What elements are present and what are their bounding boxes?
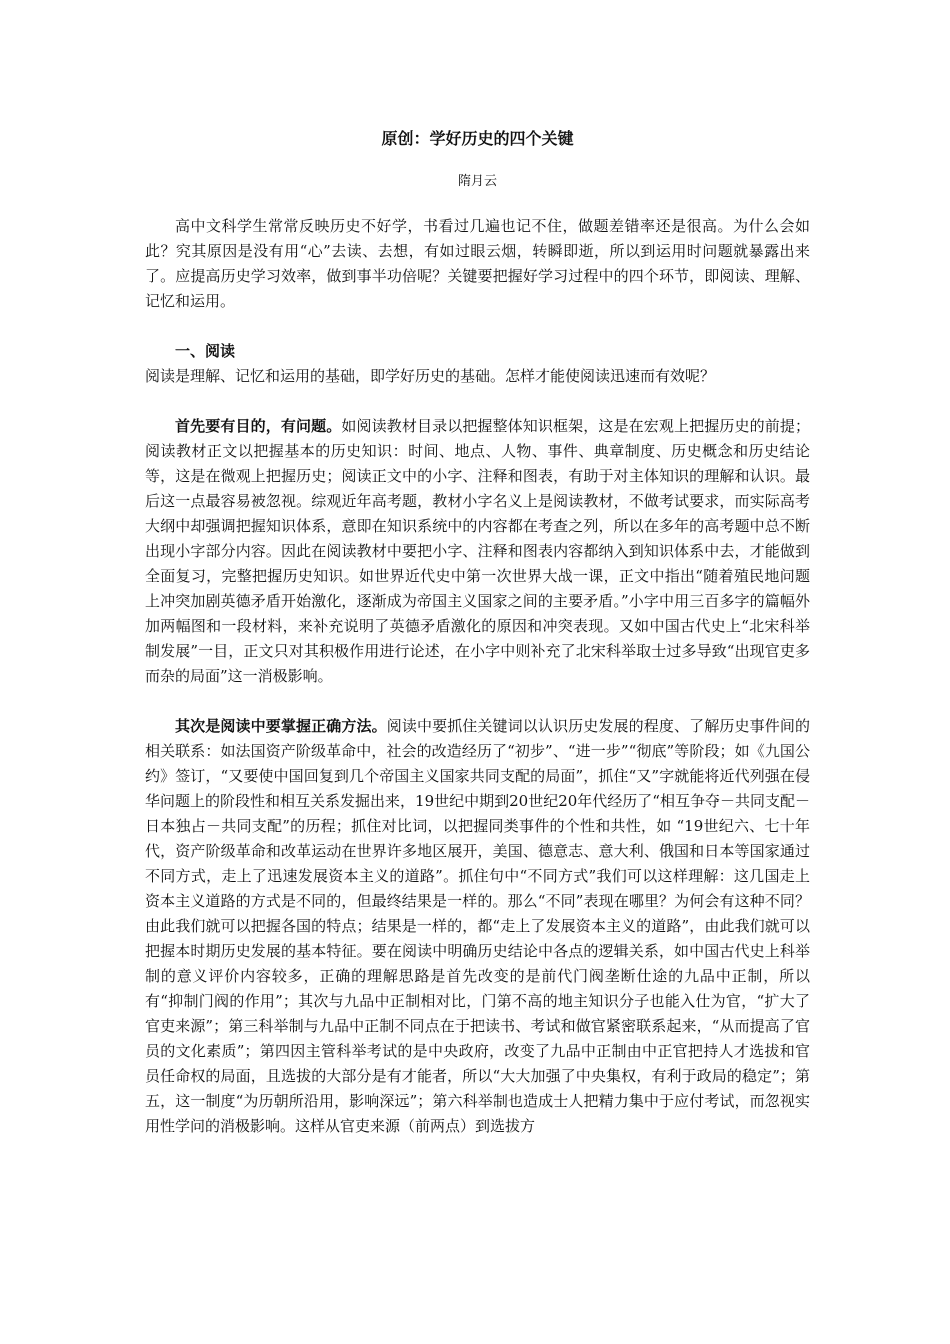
section-heading-reading	[145, 339, 810, 364]
paragraph-method	[145, 714, 810, 1139]
paragraph-purpose	[145, 414, 810, 689]
document-page	[145, 120, 810, 1139]
section-heading-text: 一、阅读	[175, 342, 236, 360]
intro-paragraph: 高中文科学生常常反映历史不好学，书看过几遍也记不住，做题差错率还是很高。为什么会如此？究其原因是没有用“心”去读、去想，有如过眼云烟，转瞬即逝，所以到运用时问题就暴露出来了。应提高历史学习效率，做到事半功倍呢？关键要把握好学习过程中的四个环节，即阅读、理解、记忆和运用。	[145, 217, 810, 310]
spacer	[145, 689, 810, 714]
spacer	[145, 389, 810, 414]
paragraph-body: 阅读中要抓住关键词以认识历史发展的程度、了解历史事件间的相关联系：如法国资产阶级革命中，社会的改造经历了“初步”、“进一步”“彻底”等阶段；如《九国公约》签订，“又要使中国回复到几个帝国主义国家共同支配的局面”，抓住“又”字就能将近代列强在侵华问题上的阶段性和相互关系发掘出来，19世纪中期到20世纪20年代经历了“相互争夺－共同支配－日本独占－共同支配”的历程；抓住对比词，以把握同类事件的个性和共性，如 “19世纪六、七十年代，资产阶级革命和改革运动在世界许多地区展开，美国、德意志、意大利、俄国和日本等国家通过不同方式，走上了迅速发展资本主义的道路”。抓住句中“不同方式”我们可以这样理解：这几国走上资本主义道路的方式是不同的，但最终结果是一样的。那么“不同”表现在哪里？为何会有这种不同？由此我们就可以把握各国的特点；结果是一样的，都“走上了发展资本主义的道路”，由此我们就可以把握本时期历史发展的基本特征。要在阅读中明确历史结论中各点的逻辑关系，如中国古代史上科举制的意义评价内容较多，正确的理解思路是首先改变的是前代门阀垄断仕途的九品中正制，所以有“抑制门阀的作用”；其次与九品中正制相对比，门第不高的地主知识分子也能入仕为官，“扩大了官吏来源”；第三科举制与九品中正制不同点在于把读书、考试和做官紧密联系起来，“从而提高了官员的文化素质”；第四因主管科举考试的是中央政府，改变了九品中正制由中正官把持人才选拔和官员任命权的局面，且选拔的大部分是有才能者，所以“大大加强了中央集权，有利于政局的稳定”；第五，这一制度“为历朝所沿用，影响深远”；第六科举制也造成士人把精力集中于应付考试，而忽视实用性学问的消极影响。这样从官吏来源（前两点）到选拔方	[145, 717, 810, 1135]
paragraph-lead-bold: 其次是阅读中要掌握正确方法。	[175, 717, 387, 735]
author-name: 隋月云	[457, 174, 497, 189]
spacer	[145, 314, 810, 339]
paragraph-body: 如阅读教材目录以把握整体知识框架，这是在宏观上把握历史的前提；阅读教材正文以把握基本的历史知识：时间、地点、人物、事件、典章制度、历史概念和历史结论等，这是在微观上把握历史；阅读正文中的小字、注释和图表，有助于对主体知识的理解和认识。最后这一点最容易被忽视。综观近年高考题，教材小字名义上是阅读教材，不做考试要求，而实际高考大纲中却强调把握知识体系，意即在知识系统中的内容都在考查之列，所以在多年的高考题中总不断出现小字部分内容。因此在阅读教材中要把小字、注释和图表内容都纳入到知识体系中去，才能做到全面复习，完整把握历史知识。如世界近代史中第一次世界大战一课，正文中指出“随着殖民地问题上冲突加剧英德矛盾开始激化，逐渐成为帝国主义国家之间的主要矛盾。”小字中用三百多字的篇幅外加两幅图和一段材料，来补充说明了英德矛盾激化的原因和冲突表现。又如中国古代史上“北宋科举制发展”一目，正文只对其积极作用进行论述，在小字中则补充了北宋科举取士过多导致“出现官吏多而杂的局面”这一消极影响。	[145, 417, 810, 685]
document-title: 原创：学好历史的四个关键	[381, 129, 574, 148]
paragraph-lead-bold: 首先要有目的，有问题。	[175, 417, 342, 435]
section-lead-paragraph: 阅读是理解、记忆和运用的基础，即学好历史的基础。怎样才能使阅读迅速而有效呢？	[145, 367, 716, 385]
